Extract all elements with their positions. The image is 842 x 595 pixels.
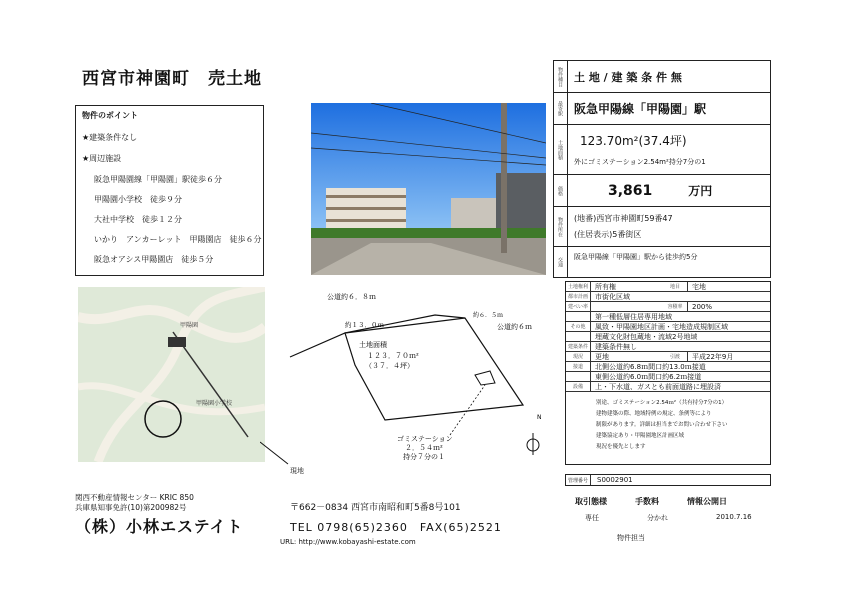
management-number — [565, 474, 771, 486]
spec-label: その他 — [566, 322, 591, 331]
row-label: 土地面積 — [554, 125, 568, 174]
footer-heading: 取引態様 — [575, 497, 607, 506]
footer-value: 2010.7.16 — [716, 513, 752, 521]
plan-frontage: 約１３．０ｍ — [345, 321, 384, 329]
plan-area-m2: １２３．７０ｍ² — [367, 352, 419, 360]
points-cond: ★建築条件なし — [82, 133, 138, 142]
row-label: 最寄駅 — [554, 93, 568, 124]
lot-plan — [285, 285, 550, 470]
points-heading: 物件のポイント — [82, 111, 138, 120]
area-map — [78, 287, 265, 462]
facility-item: 阪急オアシス甲陽園店 徒歩５分 — [94, 255, 214, 264]
note-line: 現況を優先とします — [596, 444, 646, 450]
map-label: 甲陽園 — [180, 322, 199, 329]
spec-label: 接道 — [566, 362, 591, 371]
plan-garbage: ゴミステーション — [397, 435, 453, 443]
spec-table — [565, 281, 771, 465]
price-unit: 万円 — [688, 184, 713, 198]
spec-value: 更地 — [595, 352, 609, 361]
map-label: 甲陽園小学校 — [196, 400, 233, 407]
spec-label: 地目 — [663, 282, 688, 291]
spec-value: 建築条件無し — [595, 342, 637, 351]
staff-label: 物件担当 — [617, 534, 645, 542]
site-photo — [311, 103, 546, 275]
page-title: 西宮市神園町 売土地 — [82, 69, 262, 89]
access: 阪急甲陽線「甲陽園」駅から徒歩約5分 — [574, 253, 698, 261]
note-line: 制限があります。詳細は担当までお問い合わせ下さい — [596, 422, 728, 428]
footer-value: 分かれ — [647, 514, 668, 522]
spec-label: 引渡 — [663, 352, 688, 361]
row-label: 価格 — [554, 175, 568, 206]
spec-value: 第一種低層住居専用地域 — [595, 312, 672, 321]
spec-value: 東側公道約6.0ｍ間口約6.2ｍ接道 — [595, 372, 702, 381]
address-lot: (地番)西宮市神園町59番47 — [574, 213, 673, 223]
spec-label: 建ぺい率 — [566, 302, 591, 311]
row-label: 交通 — [554, 247, 568, 277]
spec-label: 都市計画 — [566, 292, 591, 301]
note-line: 別途、ゴミステーション2.54ｍ²（共有持分7分の1） — [596, 400, 728, 406]
license-line: 兵庫県知事免許(10)第200982号 — [75, 503, 187, 512]
license-line: 関西不動産情報センター KRIC 850 — [75, 493, 194, 502]
spec-value: 所有権 — [595, 282, 616, 291]
spec-value: 市街化区域 — [595, 292, 630, 301]
land-area-sub: 外にゴミステーション2.54m²持分7分の1 — [574, 158, 706, 166]
spec-value: 北側公道約6.8ｍ間口約13.0ｍ接道 — [595, 362, 706, 371]
facility-item: 大社中学校 徒歩１２分 — [94, 215, 182, 224]
row-label: 物件所在 — [554, 207, 568, 246]
map-site-label: 現地 — [290, 467, 304, 475]
plan-side: 約６．５ｍ — [473, 312, 504, 319]
facilities-heading: ★周辺施設 — [82, 154, 122, 163]
spec-label — [566, 312, 591, 321]
footer-heading: 情報公開日 — [687, 497, 727, 506]
company-tel: TEL 0798(65)2360 FAX(65)2521 — [290, 521, 502, 534]
notes — [566, 392, 770, 464]
spec-value: 宅地 — [692, 282, 706, 291]
row-label: 物件種目 — [554, 61, 568, 92]
address-residence: (住居表示)5番街区 — [574, 229, 642, 239]
footer-value: 専任 — [585, 514, 599, 522]
note-line: 建築協定あり・甲陽園地区計画区域 — [596, 433, 685, 439]
spec-label — [566, 372, 591, 381]
spec-value: 平成22年9月 — [692, 352, 734, 361]
spec-label: 設備 — [566, 382, 591, 391]
facility-item: 阪急甲陽園線「甲陽園」駅徒歩６分 — [94, 175, 222, 184]
spec-label: 建築条件 — [566, 342, 591, 351]
facility-item: いかり アンカーレット 甲陽園店 徒歩６分 — [94, 235, 262, 244]
spec-value: 埋蔵文化財包蔵地・流域2号地域 — [595, 332, 698, 341]
transaction-footer — [575, 496, 752, 543]
company-address: 〒662－0834 西宮市南昭和町5番8号101 — [290, 503, 461, 513]
land-area: 123.70m²(37.4坪) — [580, 134, 687, 148]
plan-road-east: 公道約６ｍ — [497, 323, 532, 331]
mgmt-label: 管理番号 — [566, 475, 591, 485]
facility-item: 甲陽園小学校 徒歩９分 — [94, 195, 182, 204]
spec-value: 200% — [692, 302, 713, 311]
mgmt-value: S0002901 — [597, 476, 633, 484]
plan-garbage-area: ２．５４ｍ² — [405, 444, 443, 452]
plan-garbage-share: 持分７分の１ — [403, 453, 445, 461]
nearest-station: 阪急甲陽線「甲陽園」駅 — [574, 102, 707, 116]
license-block — [75, 493, 194, 513]
price: 3,861 — [608, 182, 653, 199]
plan-area-label: 土地面積 — [359, 341, 387, 349]
footer-heading: 手数料 — [635, 497, 659, 506]
spec-label: 容積率 — [663, 302, 688, 311]
plan-road-north: 公道約６．８ｍ — [327, 293, 376, 301]
company-url[interactable]: URL: http://www.kobayashi-estate.com — [280, 538, 416, 546]
spec-value: 上・下水道、ガスとも前面道路に埋設済 — [595, 382, 721, 391]
spec-value: 風致・甲陽園地区計画・宅地造成規制区域 — [595, 322, 728, 331]
property-points — [75, 105, 264, 276]
property-type: 土 地 / 建 築 条 件 無 — [574, 70, 682, 84]
plan-north: N — [537, 414, 542, 421]
note-line: 建物建築の際、地域特例の規定、条例等により — [596, 411, 712, 417]
spec-label: 土地権利 — [566, 282, 591, 291]
spec-label — [566, 332, 591, 341]
company-name: （株）小林エステイト — [75, 517, 244, 536]
spec-label: 現況 — [566, 352, 591, 361]
plan-area-tsubo: （３７．４坪） — [365, 362, 414, 370]
summary-panel — [553, 60, 771, 278]
